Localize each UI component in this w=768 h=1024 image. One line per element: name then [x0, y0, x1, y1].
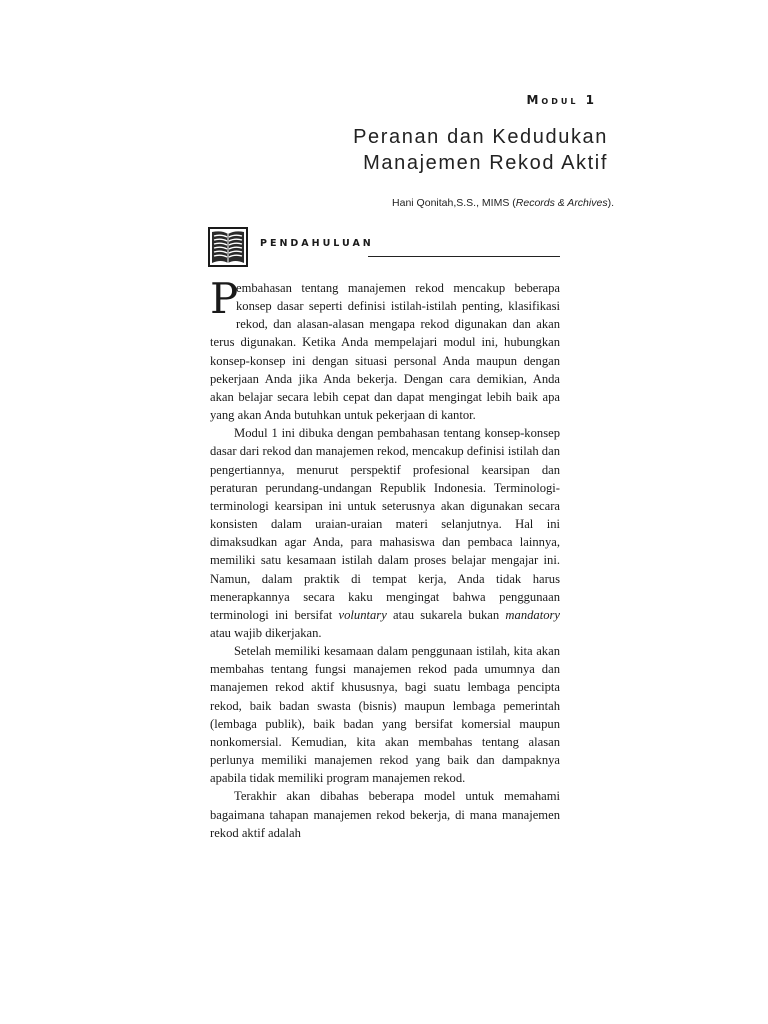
- book-icon-graphic: [208, 227, 248, 267]
- paragraph-4: Terakhir akan dibahas beberapa model untuk memahami bagaimana tahapan manajemen rekod bekerja, di mana manajemen rekod aktif adalah: [210, 789, 560, 840]
- author-line: [392, 197, 614, 209]
- author-name: Hani Qonitah,S.S., MIMS (: [392, 197, 516, 209]
- paragraph-2-text-a: Modul 1 ini dibuka dengan pembahasan tentang konsep-konsep dasar dari rekod dan manajemen rekod, mencakup definisi istilah dan pengertiannya, menurut perspektif profesional kearsipan dan peraturan perundang-undangan Republik Indonesia. Terminologi-terminologi kearsipan ini untuk seterusnya akan digunakan secara konsisten dalam uraian-uraian materi selanjutnya. Hal ini dimaksudkan agar Anda, para mahasiswa dan pembaca lainnya, memiliki satu kesamaan istilah dalam proses belajar mengajar ini. Namun, dalam praktik di tempat kerja, Anda tidak harus menerapkannya secara kaku mengingat bahwa penggunaan terminologi ini bersifat: [210, 426, 560, 622]
- author-field: Records & Archives: [515, 197, 608, 209]
- paragraph-2-italic-mandatory: mandatory: [505, 607, 560, 622]
- chapter-title-line-1: Peranan dan Kedudukan: [353, 126, 608, 148]
- paragraph-3: Setelah memiliki kesamaan dalam penggunaan istilah, kita akan membahas tentang fungsi manajemen rekod pada umumnya dan manajemen rekod aktif khususnya, bagi suatu lembaga pencipta rekod, baik badan swasta (bisnis) maupun lembaga pemerintah (lembaga publik), baik badan yang bersifat komersial maupun nonkomersial. Kemudian, kita akan membahas tentang alasan perlunya memiliki manajemen rekod yang baik dan dampaknya apabila tidak memiliki program manajemen rekod.: [210, 644, 560, 786]
- chapter-title: [353, 124, 608, 176]
- paragraph-2-text-c: atau wajib dikerjakan.: [210, 625, 322, 640]
- paragraph-1: [210, 274, 560, 424]
- author-suffix: ).: [607, 197, 614, 209]
- paragraph-2: [210, 424, 560, 642]
- paragraph-2-italic-voluntary: voluntary: [338, 607, 387, 622]
- section-heading: PENDAHULUAN: [260, 238, 374, 249]
- book-icon: [208, 227, 248, 267]
- module-label: Modul 1: [526, 93, 597, 107]
- paragraph-2-text-b: atau sukarela bukan: [386, 607, 506, 622]
- chapter-title-line-2: Manajemen Rekod Aktif: [363, 152, 608, 174]
- section-divider: [368, 256, 560, 257]
- body-text: [210, 274, 560, 842]
- paragraph-1-text: embahasan tentang manajemen rekod mencakup beberapa konsep dasar seperti definisi istilah-istilah penting, klasifikasi rekod, dan alasan-alasan mengapa rekod digunakan dan akan terus digunakan. Ketika Anda mempelajari modul ini, hubungkan konsep-konsep ini dengan situasi personal Anda maupun dengan pekerjaan Anda jika Anda bekerja. Dengan cara demikian, Anda akan belajar secara lebih cepat dan dapat mengingat lebih baik apa yang akan Anda butuhkan untuk pekerjaan di kantor.: [210, 281, 560, 423]
- drop-cap: P: [210, 274, 239, 323]
